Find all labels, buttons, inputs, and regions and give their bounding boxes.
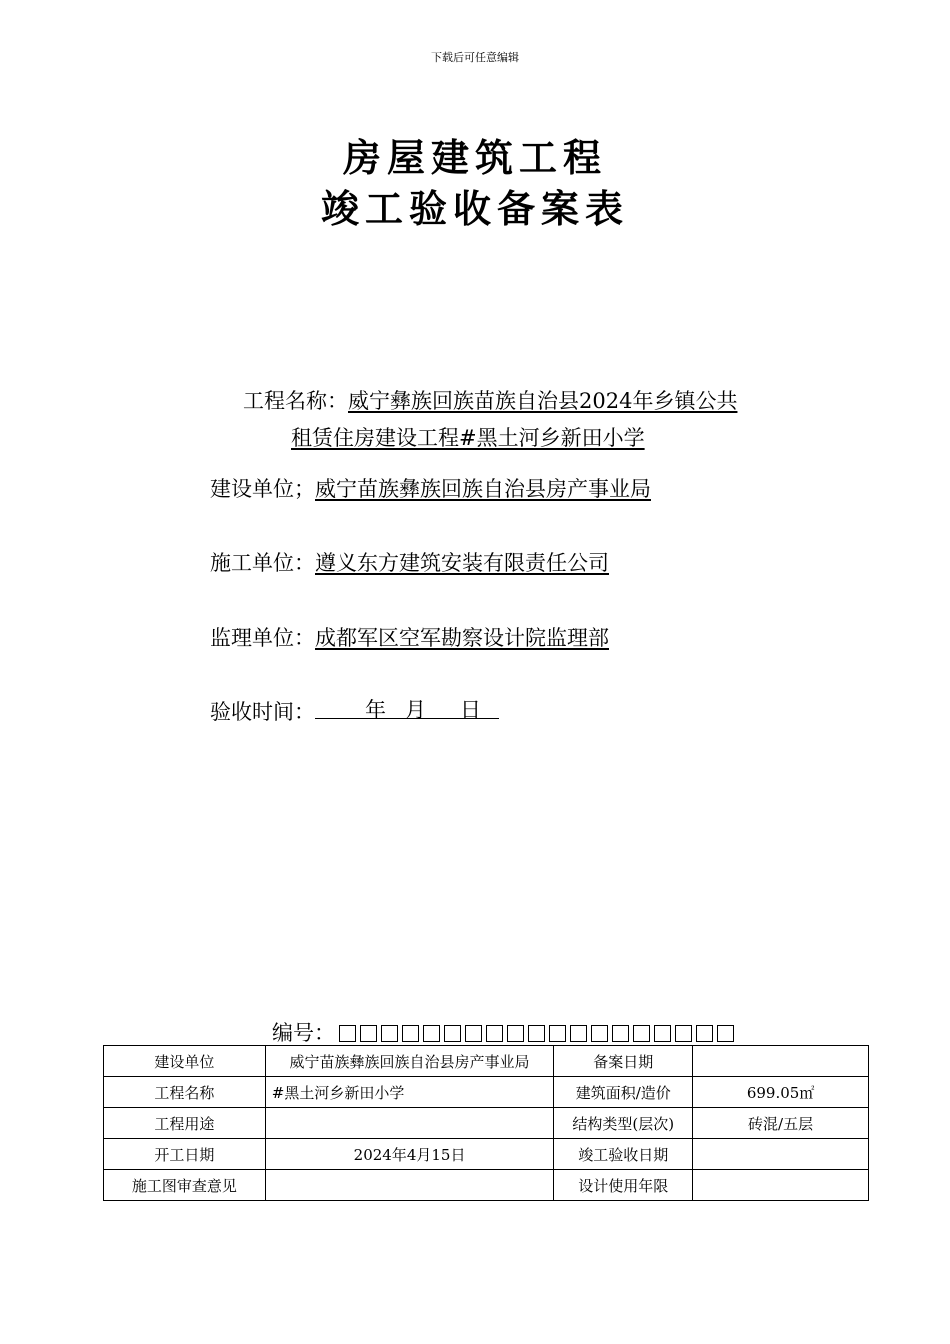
- table-row: [104, 1046, 869, 1077]
- builder-label: 建设单位；: [210, 477, 315, 501]
- record-number-box[interactable]: [465, 1025, 482, 1042]
- project-name-label: 工程名称：: [243, 389, 348, 413]
- table-label-cell: 工程用途: [104, 1108, 266, 1139]
- record-number-box[interactable]: [528, 1025, 545, 1042]
- record-number-box[interactable]: [423, 1025, 440, 1042]
- table-label-cell: 施工图审查意见: [104, 1170, 266, 1201]
- table-label-cell: 建筑面积/造价: [554, 1077, 693, 1108]
- builder-field: [210, 473, 651, 503]
- table-value-cell[interactable]: 2024年4月15日: [265, 1139, 554, 1170]
- record-number-box[interactable]: [717, 1025, 734, 1042]
- table-value-cell[interactable]: [265, 1108, 554, 1139]
- record-number-box[interactable]: [591, 1025, 608, 1042]
- record-number-boxes: [339, 1023, 738, 1047]
- document-title-line2: 竣工验收备案表: [320, 187, 629, 231]
- record-number-box[interactable]: [654, 1025, 671, 1042]
- table-value-cell[interactable]: 砖混/五层: [693, 1108, 869, 1139]
- constructor-value: 遵义东方建筑安装有限责任公司: [315, 551, 609, 575]
- record-number-box[interactable]: [675, 1025, 692, 1042]
- project-name-value-line1: 威宁彝族回族苗族自治县2024年乡镇公共: [348, 389, 738, 413]
- table-value-cell[interactable]: 699.05㎡: [693, 1077, 869, 1108]
- record-number-box[interactable]: [402, 1025, 419, 1042]
- table-label-cell: 结构类型(层次): [554, 1108, 693, 1139]
- project-name-field: [243, 385, 737, 415]
- table-row: [104, 1139, 869, 1170]
- project-name-continuation: [291, 422, 645, 452]
- record-number-field: [272, 1017, 738, 1047]
- record-number-box[interactable]: [507, 1025, 524, 1042]
- table-row: [104, 1170, 869, 1201]
- table-value-cell[interactable]: [693, 1139, 869, 1170]
- table-value-cell[interactable]: 威宁苗族彝族回族自治县房产事业局: [265, 1046, 554, 1077]
- table-label-cell: 建设单位: [104, 1046, 266, 1077]
- table-label-cell: 设计使用年限: [554, 1170, 693, 1201]
- record-number-label: 编号：: [272, 1021, 335, 1045]
- table-row: [104, 1077, 869, 1108]
- date-day-label: 日: [460, 698, 481, 722]
- header-note: 下载后可任意编辑: [431, 51, 519, 64]
- record-number-box[interactable]: [549, 1025, 566, 1042]
- acceptance-time-field: [210, 696, 499, 726]
- record-number-box[interactable]: [570, 1025, 587, 1042]
- supervisor-field: [210, 622, 609, 652]
- constructor-field: [210, 547, 609, 577]
- supervisor-value: 成都军区空军勘察设计院监理部: [315, 626, 609, 650]
- date-month-label: 月: [405, 698, 426, 722]
- record-number-box[interactable]: [696, 1025, 713, 1042]
- builder-value: 威宁苗族彝族回族自治县房产事业局: [315, 477, 651, 501]
- table-label-cell: 备案日期: [554, 1046, 693, 1077]
- project-name-value-line2: 租赁住房建设工程#黑土河乡新田小学: [291, 426, 645, 450]
- table-value-cell[interactable]: [265, 1170, 554, 1201]
- table-label-cell: 开工日期: [104, 1139, 266, 1170]
- table-value-cell[interactable]: #黑土河乡新田小学: [265, 1077, 554, 1108]
- supervisor-label: 监理单位：: [210, 626, 315, 650]
- table-label-cell: 竣工验收日期: [554, 1139, 693, 1170]
- table-row: [104, 1108, 869, 1139]
- record-number-box[interactable]: [381, 1025, 398, 1042]
- record-number-box[interactable]: [339, 1025, 356, 1042]
- acceptance-time-label: 验收时间：: [210, 700, 315, 724]
- record-number-box[interactable]: [444, 1025, 461, 1042]
- date-year-label: 年: [365, 698, 386, 722]
- record-number-box[interactable]: [633, 1025, 650, 1042]
- table-value-cell[interactable]: [693, 1170, 869, 1201]
- acceptance-date-blank: [315, 696, 499, 722]
- table-value-cell[interactable]: [693, 1046, 869, 1077]
- constructor-label: 施工单位：: [210, 551, 315, 575]
- document-title-line1: 房屋建筑工程: [342, 136, 607, 180]
- record-info-table: [103, 1045, 869, 1201]
- record-number-box[interactable]: [612, 1025, 629, 1042]
- record-number-box[interactable]: [360, 1025, 377, 1042]
- record-number-box[interactable]: [486, 1025, 503, 1042]
- table-label-cell: 工程名称: [104, 1077, 266, 1108]
